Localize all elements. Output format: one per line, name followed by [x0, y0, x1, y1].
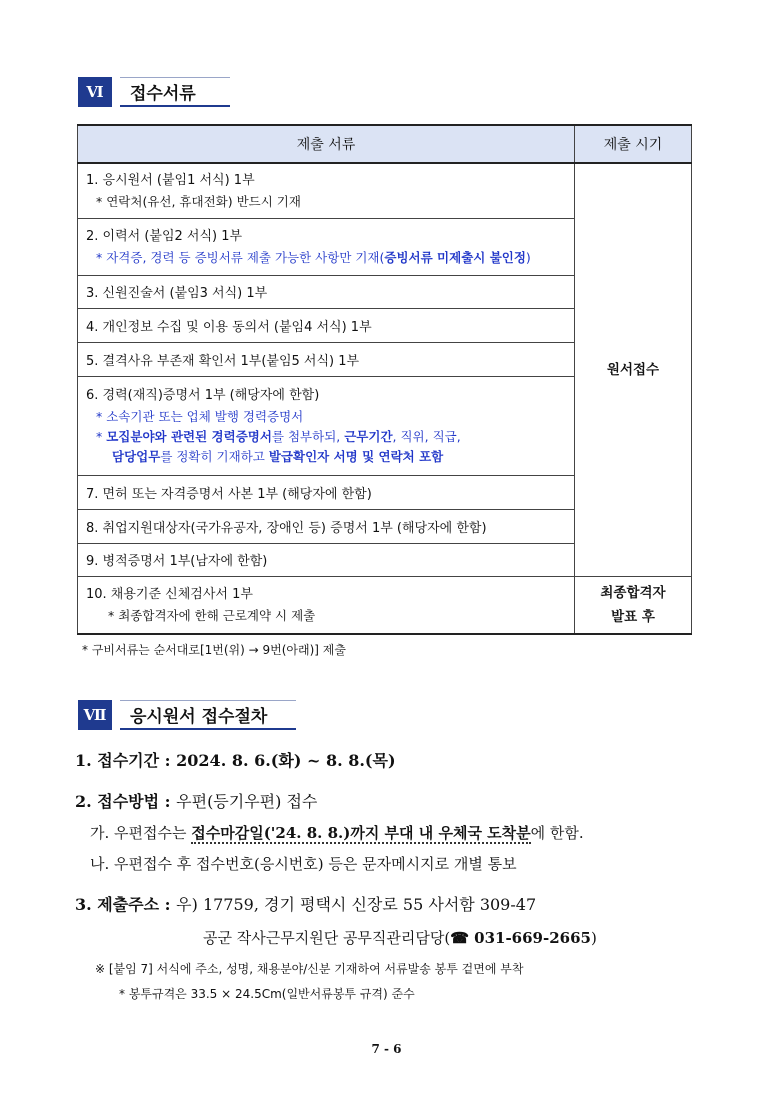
section-6-number: Ⅵ — [78, 77, 112, 107]
row-2-note: * 자격증, 경력 등 증빙서류 제출 가능한 사항만 기재(증빙서류 미제출시 불인정) — [96, 249, 531, 265]
section-7-header — [78, 700, 296, 730]
envelope-note: ※ [붙임 7] 서식에 주소, 성명, 채용분야/신분 기재하여 서류발송 봉투 겉면에 부착 — [95, 962, 524, 976]
documents-table — [77, 124, 692, 635]
table-row — [78, 163, 692, 218]
row-10-main: 10. 채용기준 신체검사서 1부 — [86, 586, 253, 602]
row-2-main: 2. 이력서 (붙임2 서식) 1부 — [86, 228, 243, 244]
row-10-note: * 최종합격자에 한해 근로계약 시 제출 — [108, 607, 316, 623]
row-9-main: 9. 병적증명서 1부(남자에 한함) — [78, 543, 575, 576]
timing-application: 원서접수 — [575, 163, 692, 576]
table-header-row — [78, 125, 692, 163]
header-documents: 제출 서류 — [78, 125, 575, 163]
row-1-note: * 연락처(유선, 휴대전화) 반드시 기재 — [96, 193, 301, 209]
row-8-main: 8. 취업지원대상자(국가유공자, 장애인 등) 증명서 1부 (해당자에 한함) — [78, 509, 575, 543]
row-6-main: 6. 경력(재직)증명서 1부 (해당자에 한함) — [86, 387, 320, 403]
step-3-address: 3. 제출주소 : 우) 17759, 경기 평택시 신장로 55 사서함 309-47 — [75, 895, 537, 914]
row-7-main: 7. 면허 또는 자격증명서 사본 1부 (해당자에 한함) — [78, 475, 575, 509]
step-2-item-a: 가. 우편접수는 접수마감일('24. 8. 8.)까지 부대 내 우체국 도착분에 한함. — [90, 824, 584, 842]
table-footnote: * 구비서류는 순서대로[1번(위) → 9번(아래)] 제출 — [82, 643, 346, 657]
timing-final — [575, 576, 692, 634]
row-5-main: 5. 결격사유 부존재 확인서 1부(붙임5 서식) 1부 — [78, 342, 575, 376]
page-number: 7 - 6 — [371, 1042, 402, 1056]
row-6-note-1: * 소속기관 또는 업체 발행 경력증명서 — [96, 408, 304, 424]
section-6-title: 접수서류 — [120, 77, 230, 107]
section-6-header — [78, 77, 230, 107]
row-6-note-2: * 모집분야와 관련된 경력증명서를 첨부하되, 근무기간, 직위, 직급, — [96, 428, 461, 444]
timing-final-line-2: 발표 후 — [611, 608, 655, 625]
table-row — [78, 576, 692, 634]
row-3-main: 3. 신원진술서 (붙임3 서식) 1부 — [78, 275, 575, 308]
step-2-method: 2. 접수방법 : 우편(등기우편) 접수 — [75, 792, 318, 811]
phone-number: ☎ 031-669-2665 — [450, 929, 591, 947]
header-timing: 제출 시기 — [575, 125, 692, 163]
envelope-size-note: * 봉투규격은 33.5 × 24.5Cm(일반서류봉투 규격) 준수 — [119, 987, 415, 1001]
step-1-period: 1. 접수기간 : 2024. 8. 6.(화) ~ 8. 8.(목) — [75, 751, 396, 770]
row-6-note-3: 담당업무를 정확히 기재하고 발급확인자 서명 및 연락처 포함 — [112, 448, 444, 464]
step-3-address-line-2: 공군 작사근무지원단 공무직관리담당(☎ 031-669-2665) — [203, 929, 597, 947]
step-2-item-b: 나. 우편접수 후 접수번호(응시번호) 등은 문자메시지로 개별 통보 — [90, 855, 517, 873]
section-7-title: 응시원서 접수절차 — [120, 700, 296, 730]
section-7-number: Ⅶ — [78, 700, 112, 730]
row-1-main: 1. 응시원서 (붙임1 서식) 1부 — [86, 172, 255, 188]
row-4-main: 4. 개인정보 수집 및 이용 동의서 (붙임4 서식) 1부 — [78, 308, 575, 342]
timing-final-line-1: 최종합격자 — [600, 584, 666, 601]
